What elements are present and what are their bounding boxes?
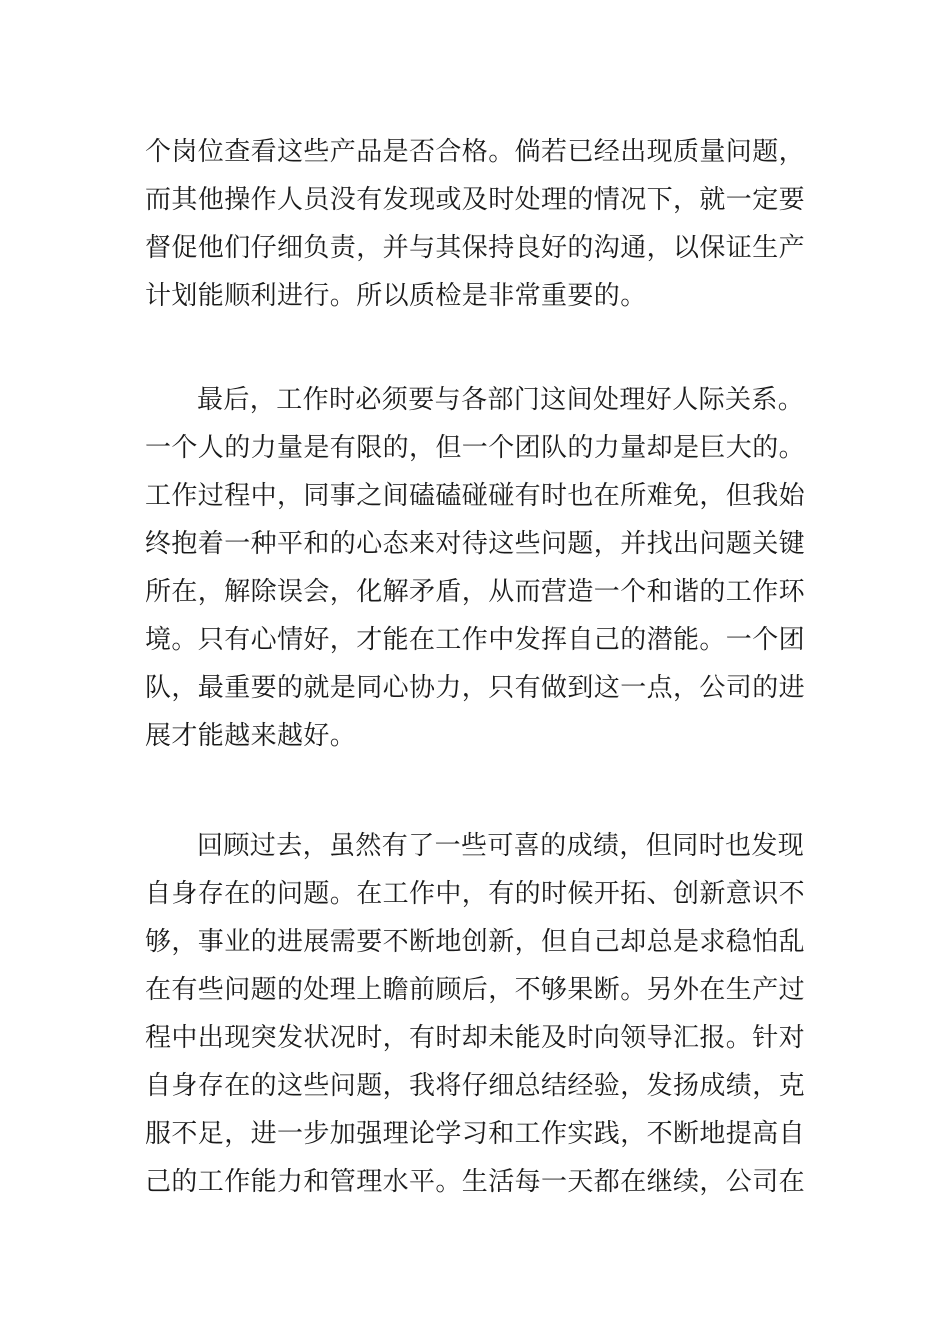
paragraph-2-line-2: 一个人的力量是有限的，但一个团队的力量却是巨大的。	[145, 433, 806, 463]
paragraph-3-line-3: 够，事业的进展需要不断地创新，但自己却总是求稳怕乱	[145, 927, 806, 957]
paragraph-3-line-5: 程中出现突发状况时，有时却未能及时向领导汇报。针对	[145, 1023, 806, 1053]
paragraph-2-line-5: 所在，解除误会，化解矛盾，从而营造一个和谐的工作环	[145, 577, 806, 607]
paragraph-3-line-1: 回顾过去，虽然有了一些可喜的成绩，但同时也发现	[197, 831, 805, 861]
paragraph-2-line-7: 队，最重要的就是同心协力，只有做到这一点，公司的进	[145, 673, 806, 703]
paragraph-3-line-6: 自身存在的这些问题，我将仔细总结经验，发扬成绩，克	[145, 1071, 806, 1101]
paragraph-3-line-4: 在有些问题的处理上瞻前顾后，不够果断。另外在生产过	[145, 975, 806, 1005]
paragraph-1-line-3: 督促他们仔细负责，并与其保持良好的沟通，以保证生产	[145, 233, 806, 263]
paragraph-2-line-8: 展才能越来越好。	[145, 721, 357, 751]
paragraph-2-line-4: 终抱着一种平和的心态来对待这些问题，并找出问题关键	[145, 529, 806, 559]
paragraph-3-line-7: 服不足，进一步加强理论学习和工作实践，不断地提高自	[145, 1119, 806, 1149]
paragraph-1-line-2: 而其他操作人员没有发现或及时处理的情况下，就一定要	[145, 185, 806, 215]
paragraph-1-line-1: 个岗位查看这些产品是否合格。倘若已经出现质量问题，	[145, 137, 806, 167]
paragraph-2-line-6: 境。只有心情好，才能在工作中发挥自己的潜能。一个团	[145, 625, 806, 655]
paragraph-2-line-3: 工作过程中，同事之间磕磕碰碰有时也在所难免，但我始	[145, 481, 806, 511]
paragraph-3-line-8: 己的工作能力和管理水平。生活每一天都在继续，公司在	[145, 1167, 806, 1197]
paragraph-1-line-4: 计划能顺利进行。所以质检是非常重要的。	[145, 281, 647, 311]
paragraph-3-line-2: 自身存在的问题。在工作中，有的时候开拓、创新意识不	[145, 879, 806, 909]
paragraph-2-line-1: 最后，工作时必须要与各部门这间处理好人际关系。	[197, 385, 805, 415]
